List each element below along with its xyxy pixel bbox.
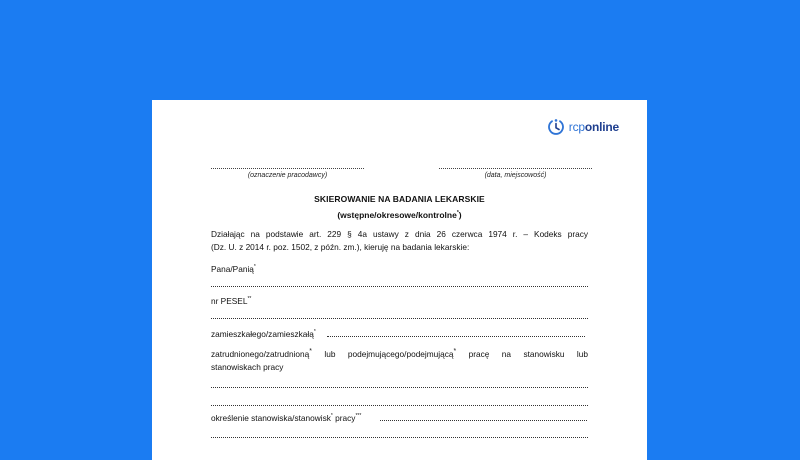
employed-text-2: lub podejmującego/podejmującą	[324, 348, 454, 359]
employed-footnote-mark-1: *	[309, 348, 312, 355]
pesel-field[interactable]	[211, 314, 588, 319]
brand-logo	[546, 118, 619, 136]
employment-line-2: stanowiskach pracy	[211, 361, 284, 372]
resident-label: zamieszkałego/zamieszkałą	[211, 329, 314, 339]
person-label	[211, 264, 588, 274]
person-label-text: Pana/Panią	[211, 264, 254, 274]
employed-footnote-mark-2: *	[453, 348, 457, 355]
pesel-label: nr PESEL	[211, 296, 248, 306]
pesel-row	[211, 296, 588, 306]
person-footnote-mark: *	[253, 264, 256, 270]
brand-name-part2: online	[584, 120, 619, 134]
intro-line-2: (Dz. U. z 2014 r. poz. 1502, z późn. zm.), kieruję na badania lekarskie:	[211, 242, 470, 252]
person-name-field[interactable]	[211, 282, 588, 287]
position-footnote-mark: *	[330, 413, 333, 419]
form-page	[152, 100, 647, 460]
form-title: SKIEROWANIE NA BADANIA LEKARSKIE	[314, 194, 485, 204]
position-field[interactable]	[380, 416, 587, 421]
employment-paragraph	[211, 345, 588, 374]
subtitle-text: (wstępne/okresowe/kontrolne	[337, 210, 457, 220]
employed-text-1: zatrudnionego/zatrudnioną	[211, 348, 310, 359]
date-place-label: (data, miejscowość)	[484, 172, 547, 179]
intro-paragraph	[211, 228, 588, 254]
pesel-footnote-mark: **	[247, 296, 252, 302]
position-field-2[interactable]	[211, 433, 588, 438]
employment-line-1	[211, 345, 588, 361]
employer-label: (oznaczenie pracodawcy)	[247, 172, 328, 179]
resident-footnote-mark: *	[313, 329, 316, 335]
brand-name-part1: rcp	[568, 120, 585, 134]
intro-line-1: Działając na podstawie art. 229 § 4a ustawy z dnia 26 czerwca 1974 r. – Kodeks pracy	[211, 229, 588, 239]
form-subtitle	[152, 210, 647, 220]
date-place-line	[439, 160, 592, 169]
subtitle-close: )	[458, 210, 462, 220]
address-field[interactable]	[327, 332, 585, 337]
brand-name	[569, 120, 619, 134]
position-footnote-mark-2: ***	[355, 413, 362, 419]
employed-text-3: pracę na stanowisku lub	[468, 348, 588, 359]
workplace-field-2[interactable]	[211, 401, 588, 406]
clock-logo-icon	[546, 118, 566, 136]
position-label: określenie stanowiska/stanowisk	[211, 413, 331, 423]
workplace-field-1[interactable]	[211, 383, 588, 388]
subtitle-footnote-mark: *	[456, 210, 459, 216]
position-label-2: pracy	[335, 413, 356, 423]
employer-signature-line	[211, 160, 364, 169]
